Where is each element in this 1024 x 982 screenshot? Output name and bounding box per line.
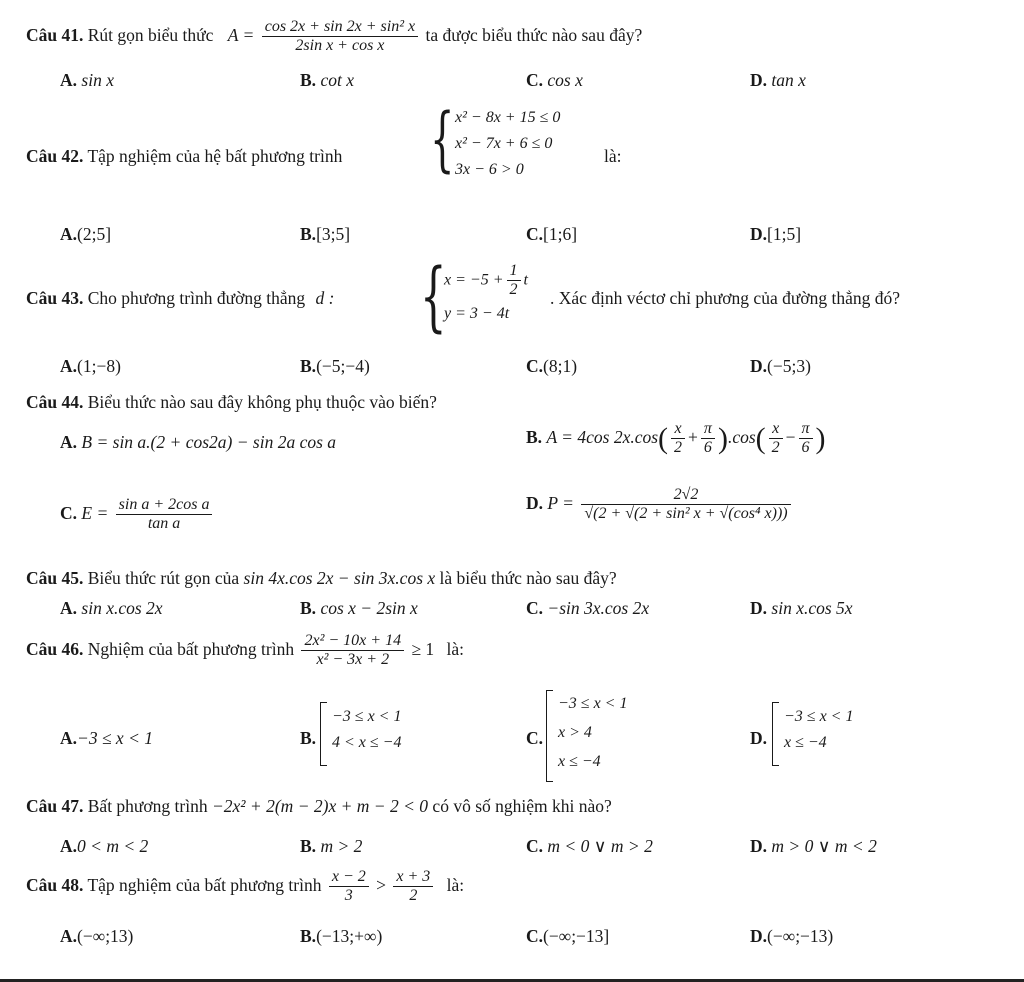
option-label: A. <box>60 432 78 452</box>
option-b[interactable] <box>300 598 418 619</box>
option-value: [1;5] <box>767 224 802 244</box>
option-d[interactable] <box>750 926 833 947</box>
expression: sin 4x.cos 2x − sin 3x.cos x <box>243 568 436 588</box>
fraction-numerator: x − 2 <box>329 868 369 887</box>
bracket-line: x > 4 <box>558 723 592 741</box>
fraction <box>581 486 790 524</box>
option-value: (−∞;13) <box>77 926 134 946</box>
bracket-line: −3 ≤ x < 1 <box>332 708 402 725</box>
option-value: [1;6] <box>543 224 578 244</box>
question-45 <box>26 568 617 589</box>
question-number: Câu 44. <box>26 392 84 412</box>
option-value: m > 2 <box>320 836 363 856</box>
option-d[interactable] <box>526 486 794 524</box>
option-b[interactable] <box>300 728 316 749</box>
option-label: A. <box>60 598 78 618</box>
question-tail: có vô số nghiệm khi nào? <box>432 796 612 816</box>
option-label: C. <box>526 70 544 90</box>
option-value: (8;1) <box>543 356 578 376</box>
option-value: .cos <box>727 426 756 447</box>
question-tail: là: <box>604 146 622 166</box>
question-number: Câu 47. <box>26 796 84 816</box>
option-value: E = <box>81 502 109 523</box>
option-label: D. <box>750 728 768 748</box>
option-value: cot x <box>320 70 354 90</box>
fraction-denominator: 2 <box>674 439 683 457</box>
option-label: A. <box>60 70 78 90</box>
question-42 <box>26 146 342 167</box>
option-b[interactable] <box>300 356 370 377</box>
option-label: C. <box>526 598 544 618</box>
option-label: A. <box>60 926 78 946</box>
option-value: (−∞;−13) <box>767 926 834 946</box>
option-c[interactable] <box>526 70 583 91</box>
option-c[interactable] <box>526 728 543 749</box>
question-number: Câu 42. <box>26 146 84 166</box>
option-b[interactable]: B. A = 4cos 2x.cos( $\frac{x}{2}$ + $\frac{\pi}{6}$ ).cos( $\frac{x}{2}$ − $\frac{\pi}{6}$ ) <box>526 420 826 457</box>
option-value: 0 < m < 2 <box>77 836 149 856</box>
option-label: B. <box>300 926 317 946</box>
param-x: x = −5 + <box>444 271 504 289</box>
system-line: y = 3 − 4t <box>444 304 510 322</box>
question-tail: là biểu thức nào sau đây? <box>439 568 617 588</box>
option-value: −sin 3x.cos 2x <box>547 598 650 618</box>
option-d[interactable] <box>750 70 806 91</box>
question-number: Câu 43. <box>26 288 84 308</box>
bracket-line: x ≤ −4 <box>784 733 827 751</box>
option-value: −3 ≤ x < 1 <box>77 728 154 748</box>
option-a[interactable] <box>60 598 163 619</box>
option-label: B. <box>300 728 317 748</box>
fraction-denominator: 2 <box>509 281 518 299</box>
fraction-denominator: 3 <box>344 887 353 905</box>
bracket-line: −3 ≤ x < 1 <box>558 695 628 712</box>
option-c[interactable] <box>526 356 577 377</box>
option-a[interactable] <box>60 728 153 749</box>
fraction <box>393 868 433 906</box>
question-text: Biểu thức rút gọn của <box>87 568 240 588</box>
option-b[interactable] <box>300 926 382 947</box>
fraction-denominator: tan a <box>147 515 181 533</box>
fraction-numerator: sin a + 2cos a <box>116 496 213 515</box>
operator: + <box>688 426 698 447</box>
option-label: C. <box>526 356 544 376</box>
option-value: cos x − 2sin x <box>320 598 418 618</box>
param-t: t <box>523 271 528 289</box>
option-a[interactable] <box>60 356 121 377</box>
option-b[interactable] <box>300 70 354 91</box>
option-c[interactable] <box>526 836 653 857</box>
option-value: cos x <box>547 70 583 90</box>
option-a[interactable] <box>60 224 111 245</box>
option-label: D. <box>750 356 768 376</box>
question-number: Câu 45. <box>26 568 84 588</box>
option-c[interactable] <box>526 598 649 619</box>
option-label: A. <box>60 356 78 376</box>
fraction-numerator: cos 2x + sin 2x + sin² x <box>262 18 418 37</box>
fraction-numerator: x + 3 <box>393 868 433 887</box>
fraction-numerator: x <box>671 420 685 439</box>
fraction-denominator: 6 <box>703 439 712 457</box>
parametric-system <box>444 262 528 324</box>
option-label: D. <box>750 224 768 244</box>
fraction <box>799 420 813 458</box>
question-text: Rút gọn biểu thức <box>87 24 214 45</box>
fraction <box>301 632 404 670</box>
question-43 <box>26 288 334 309</box>
option-a[interactable] <box>60 432 336 453</box>
question-47 <box>26 796 612 817</box>
fraction-denominator: 6 <box>801 439 810 457</box>
relation: > <box>376 874 386 895</box>
option-a[interactable] <box>60 926 133 947</box>
option-label: C. <box>526 224 544 244</box>
system-brace: { <box>430 98 455 180</box>
question-tail: ta được biểu thức nào sau đây? <box>425 24 643 45</box>
fraction-numerator: 2x² − 10x + 14 <box>301 632 404 651</box>
option-label: A. <box>60 728 78 748</box>
option-d[interactable] <box>750 728 767 749</box>
fraction-denominator: 2 <box>771 439 780 457</box>
option-label: B. <box>300 356 317 376</box>
line-name: d : <box>315 288 335 308</box>
option-label: D. <box>750 70 768 90</box>
option-d[interactable] <box>750 224 801 245</box>
system-line: 3x − 6 > 0 <box>455 161 524 178</box>
option-value: (1;−8) <box>77 356 121 376</box>
option-label: D. <box>750 836 768 856</box>
bracket-line: x ≤ −4 <box>558 752 601 770</box>
system-line: x² − 8x + 15 ≤ 0 <box>455 109 561 126</box>
question-41 <box>26 18 642 56</box>
option-a[interactable] <box>60 836 148 857</box>
question-text: Bất phương trình <box>87 796 208 816</box>
option-label: B. <box>300 224 317 244</box>
option-label: A. <box>60 224 78 244</box>
option-b[interactable] <box>300 836 362 857</box>
question-number: Câu 41. <box>26 24 84 45</box>
bracket <box>320 702 327 766</box>
option-label: B. <box>526 426 543 447</box>
option-d[interactable] <box>750 356 811 377</box>
option-label: D. <box>750 598 768 618</box>
question-tail: là: <box>446 638 465 659</box>
question-tail: là: <box>446 874 465 895</box>
option-d-lines <box>784 704 853 755</box>
option-value: P = <box>547 492 574 513</box>
option-label: B. <box>300 70 317 90</box>
relation: ≥ 1 <box>411 638 435 659</box>
formula-fraction <box>262 18 418 56</box>
question-text: Biểu thức nào sau đây không phụ thuộc vào biến? <box>87 392 437 412</box>
option-value: (2;5] <box>77 224 112 244</box>
question-text: Tập nghiệm của bất phương trình <box>87 874 322 895</box>
bracket <box>546 690 553 782</box>
option-value: sin x.cos 5x <box>771 598 853 618</box>
option-label: C. <box>526 728 544 748</box>
formula-lhs: A = <box>227 24 255 45</box>
bracket-line: −3 ≤ x < 1 <box>784 708 854 725</box>
option-label: D. <box>750 926 768 946</box>
fraction <box>701 420 715 458</box>
fraction <box>329 868 369 906</box>
option-value: (−5;−4) <box>316 356 370 376</box>
system-line: x² − 7x + 6 ≤ 0 <box>455 135 553 152</box>
question-44 <box>26 392 437 413</box>
option-value: sin x <box>81 70 114 90</box>
question-48 <box>26 868 464 906</box>
question-text: Nghiệm của bất phương trình <box>87 638 295 659</box>
system-brace: { <box>420 251 447 340</box>
option-value: tan x <box>771 70 806 90</box>
expression: −2x² + 2(m − 2)x + m − 2 < 0 <box>211 796 429 816</box>
option-c[interactable] <box>526 926 609 947</box>
option-value: m < 0 ∨ m > 2 <box>547 836 653 856</box>
option-b-lines <box>332 704 401 755</box>
option-c-lines <box>558 690 627 776</box>
fraction <box>769 420 783 458</box>
option-label: D. <box>526 492 544 513</box>
fraction <box>116 496 213 534</box>
fraction-numerator: 1 <box>507 262 521 281</box>
option-label: C. <box>526 926 544 946</box>
fraction-denominator: √(2 + √(2 + sin² x + √(cos⁴ x))) <box>584 505 788 523</box>
option-value: (−5;3) <box>767 356 811 376</box>
question-number: Câu 48. <box>26 874 84 895</box>
fraction-numerator: π <box>701 420 715 439</box>
fraction <box>671 420 685 458</box>
option-value: sin x.cos 2x <box>81 598 163 618</box>
option-label: B. <box>300 836 317 856</box>
bracket <box>772 702 779 766</box>
bracket-line: 4 < x ≤ −4 <box>332 733 402 751</box>
option-d[interactable] <box>750 836 877 857</box>
fraction-denominator: x² − 3x + 2 <box>316 651 390 669</box>
option-value: m > 0 ∨ m < 2 <box>771 836 877 856</box>
inequality-system <box>455 108 560 180</box>
option-value: [3;5] <box>316 224 351 244</box>
option-value: A = 4cos 2x.cos <box>546 426 659 447</box>
option-b[interactable] <box>300 224 350 245</box>
option-value: (−∞;−13] <box>543 926 610 946</box>
fraction-denominator: 2sin x + cos x <box>295 37 385 55</box>
option-label: A. <box>60 836 78 856</box>
fraction-numerator: 2√2 <box>581 486 790 505</box>
option-a[interactable] <box>60 70 114 91</box>
param-fraction <box>507 262 521 300</box>
operator: − <box>785 426 796 447</box>
question-46 <box>26 632 464 670</box>
question-text: Cho phương trình đường thẳng <box>87 288 306 308</box>
question-text: Tập nghiệm của hệ bất phương trình <box>87 146 343 166</box>
option-c[interactable] <box>526 224 577 245</box>
question-number: Câu 46. <box>26 638 84 659</box>
option-d[interactable] <box>750 598 853 619</box>
fraction-numerator: π <box>799 420 813 439</box>
question-tail: . Xác định véctơ chỉ phương của đường thẳng đó? <box>550 288 900 308</box>
option-c[interactable] <box>60 496 215 534</box>
option-value: (−13;+∞) <box>316 926 383 946</box>
option-label: C. <box>526 836 544 856</box>
system-line <box>444 262 528 300</box>
option-label: B. <box>300 598 317 618</box>
fraction-numerator: x <box>769 420 783 439</box>
option-value: B = sin a.(2 + cos2a) − sin 2a cos a <box>81 432 337 452</box>
option-label: C. <box>60 502 78 523</box>
fraction-denominator: 2 <box>409 887 418 905</box>
